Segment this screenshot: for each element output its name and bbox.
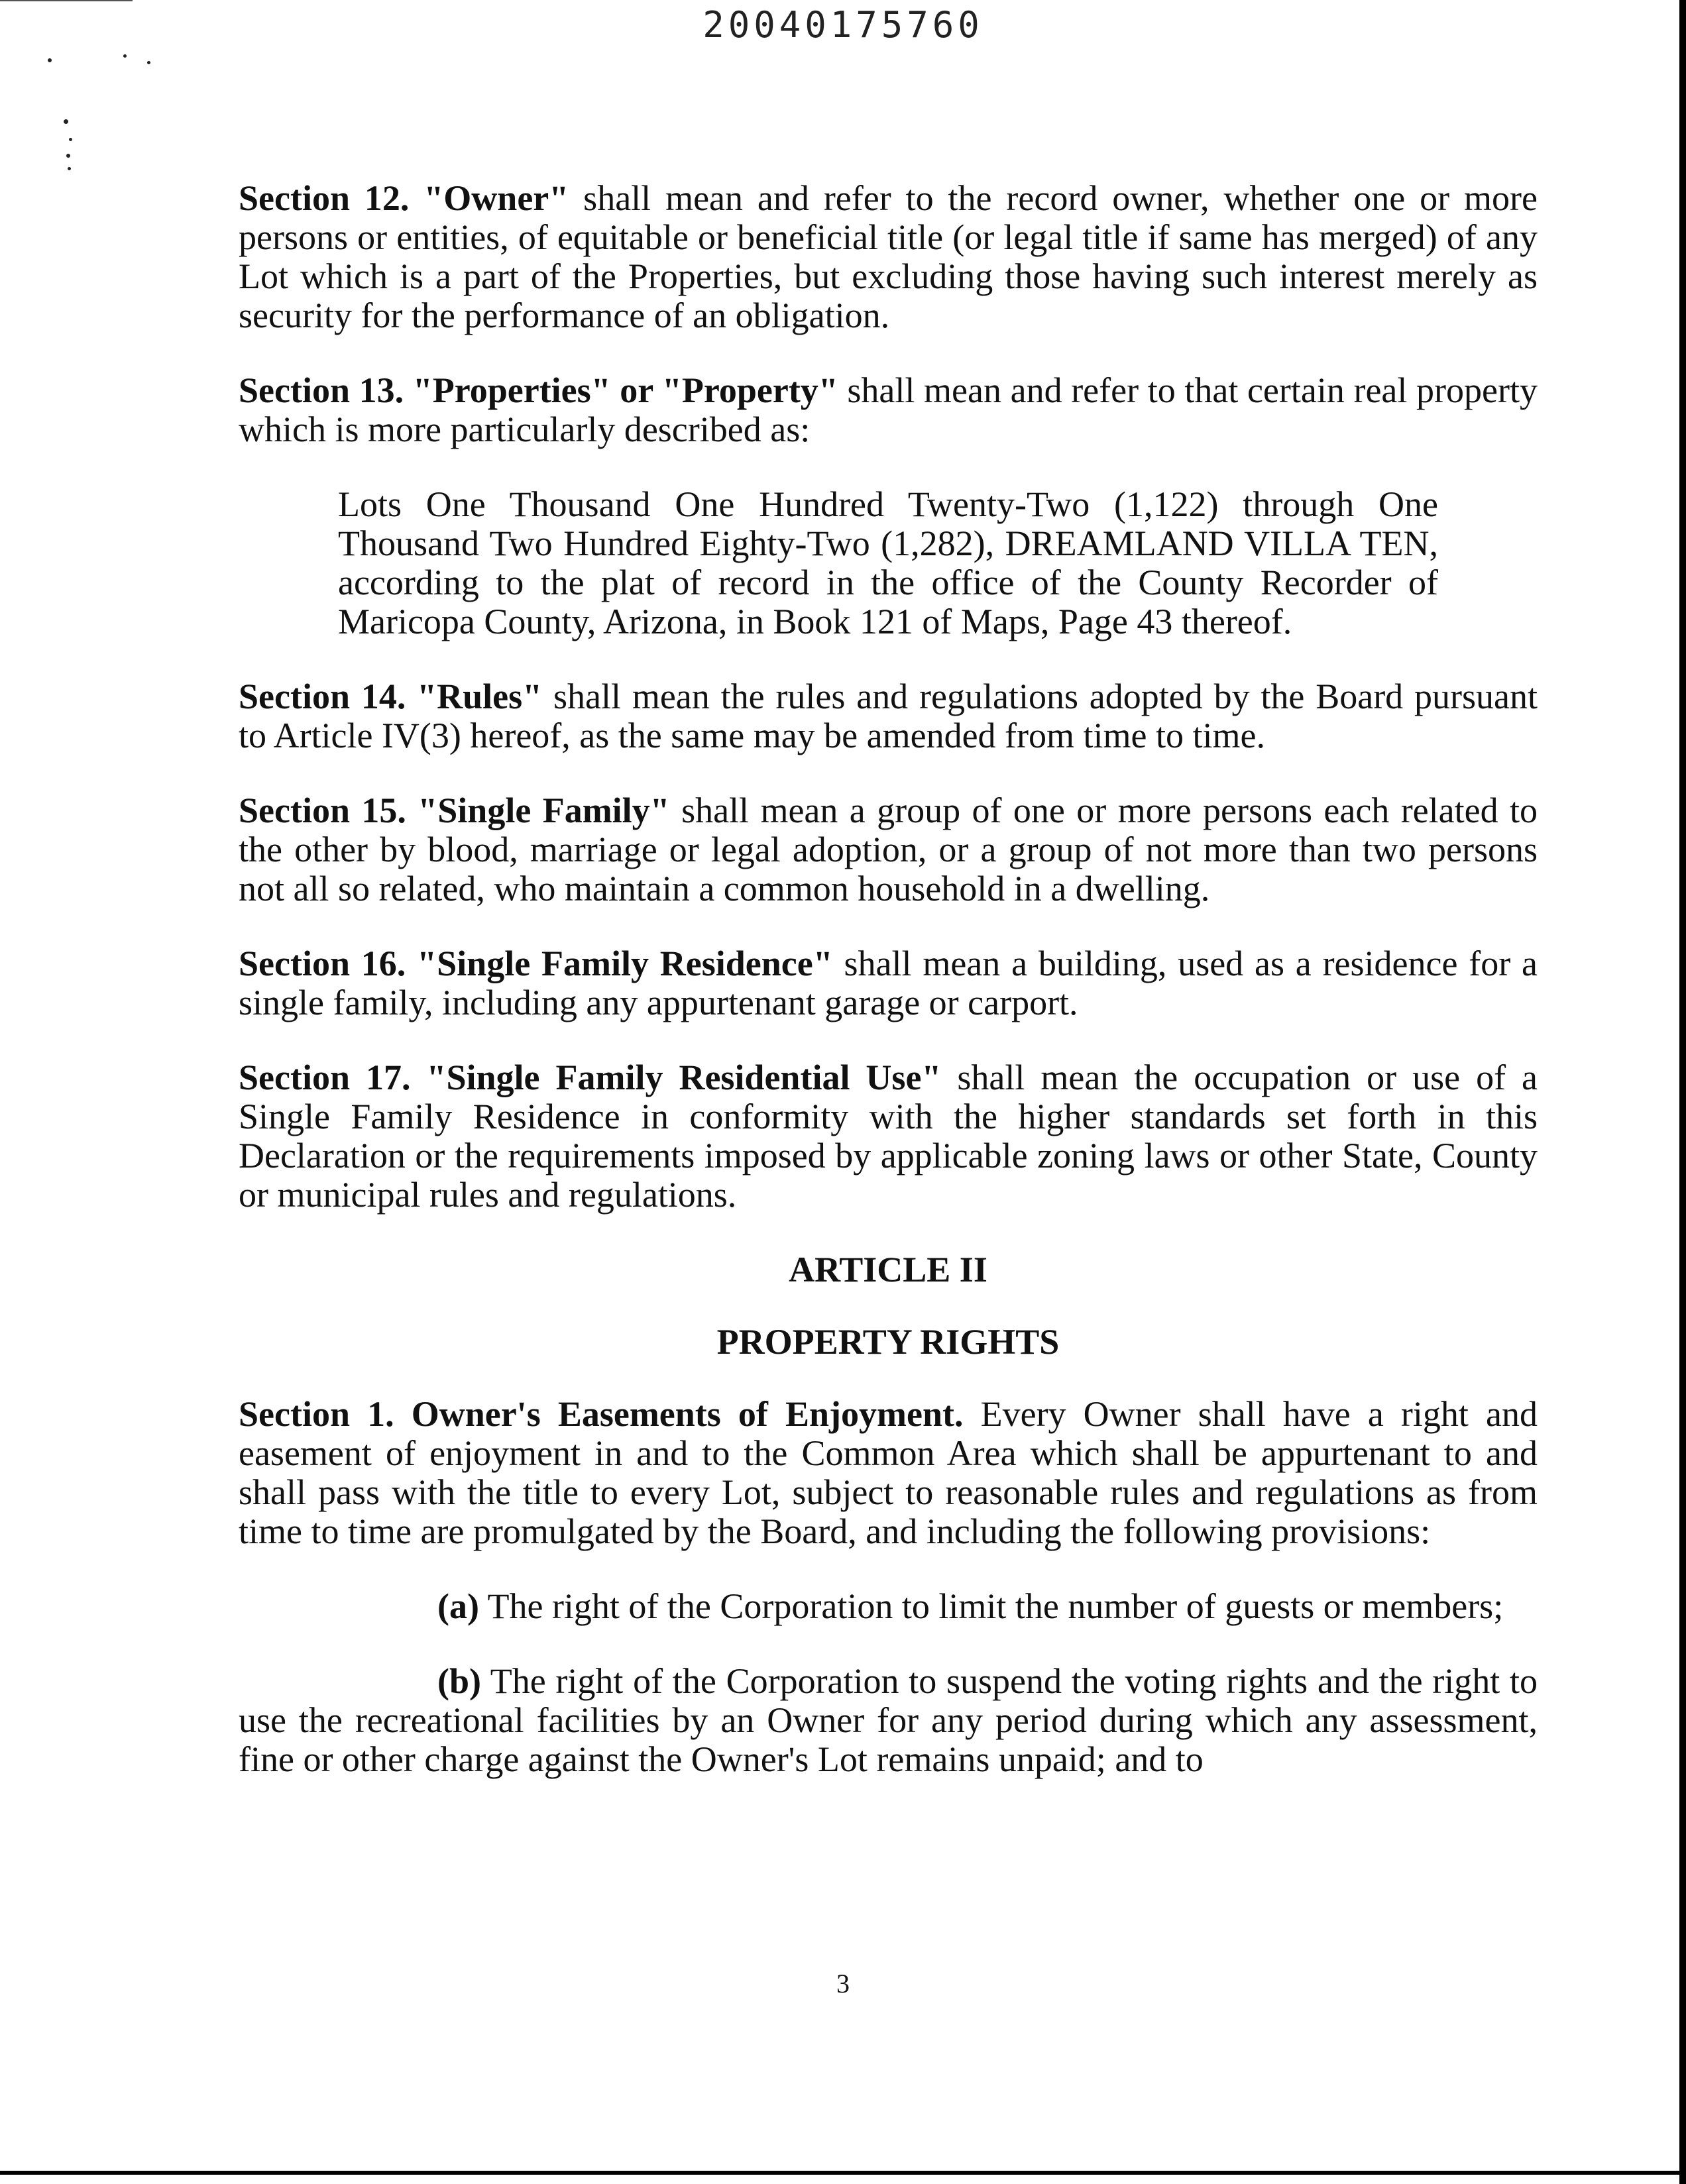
- section-16-text: shall mean a building, used as a residence for a single family, including any appurtenant garage or carport.: [239, 944, 1538, 1022]
- scan-top-rule: [0, 0, 133, 1]
- section-14-term: "Rules": [417, 677, 543, 716]
- article-title: PROPERTY RIGHTS: [716, 1322, 1060, 1362]
- scan-speck: [48, 58, 52, 62]
- article-section-1-text: Every Owner shall have a right and easement of enjoyment in and to the Common Area which shall be appurtenant to and shall pass with the title to every Lot, subject to reasonable rules and regulations as from time to time are promulgated by the Board, and including the following provisions:: [239, 1394, 1538, 1551]
- provision-b-letter: (b): [437, 1661, 481, 1701]
- section-15-label: Section 15.: [239, 791, 406, 830]
- document-number: 20040175760: [702, 4, 984, 46]
- property-description: Lots One Thousand One Hundred Twenty-Two (1,122) through One Thousand Two Hundred Eighty-Two (1,282), DREAMLAND VILLA TEN, according to the plat of record in the office of the County Recorder of Maricopa County, Arizona, in Book 121 of Maps, Page 43 thereof.: [338, 484, 1438, 641]
- section-12-text: shall mean and refer to the record owner, whether one or more persons or entities, of equitable or beneficial title (or legal title if same has merged) of any Lot which is a part of the Properties, but excluding those having such interest merely as security for the performance of an obligation.: [239, 178, 1538, 335]
- provision-a-text: The right of the Corporation to limit the number of guests or members;: [478, 1586, 1504, 1626]
- section-15: [239, 791, 1538, 908]
- provision-a-letter: (a): [437, 1586, 479, 1626]
- document-body: [239, 179, 1538, 1815]
- scan-speck: [69, 138, 72, 141]
- section-15-text: shall mean a group of one or more persons each related to the other by blood, marriage or legal adoption, or a group of not more than two persons not all so related, who maintain a common household in a dwelling.: [239, 791, 1538, 908]
- section-13-term: "Properties" or "Property": [412, 370, 838, 410]
- section-12: [239, 179, 1538, 335]
- provision-a: [239, 1587, 1538, 1626]
- article-number: ARTICLE II: [789, 1250, 987, 1289]
- section-16-label: Section 16.: [239, 944, 406, 983]
- page-number: 3: [836, 1969, 850, 1998]
- scan-bottom-rule: [0, 2171, 1686, 2175]
- section-13-text: shall mean and refer to that certain real property which is more particularly described as:: [239, 370, 1538, 449]
- section-14-label: Section 14.: [239, 677, 406, 716]
- article-section-1-term: Owner's Easements of Enjoyment.: [411, 1394, 964, 1434]
- section-14: [239, 677, 1538, 755]
- section-17-text: shall mean the occupation or use of a Single Family Residence in conformity with the higher standards set forth in this Declaration or the requirements imposed by applicable zoning laws or other State, County or municipal rules and regulations.: [239, 1058, 1538, 1215]
- section-13-label: Section 13.: [239, 370, 404, 410]
- section-17: [239, 1058, 1538, 1215]
- section-14-text: shall mean the rules and regulations adopted by the Board pursuant to Article IV(3) hereof, as the same may be amended from time to time.: [239, 677, 1538, 755]
- provision-b-text: The right of the Corporation to suspend the voting rights and the right to use the recreational facilities by an Owner for any period during which any assessment, fine or other charge against the Owner's Lot remains unpaid; and to: [239, 1661, 1538, 1779]
- scan-speck: [68, 167, 71, 170]
- scan-speck: [123, 54, 127, 58]
- section-15-term: "Single Family": [418, 791, 670, 830]
- article-section-1-label: Section 1.: [239, 1394, 394, 1434]
- section-12-label: Section 12.: [239, 178, 410, 218]
- section-17-label: Section 17.: [239, 1058, 411, 1097]
- section-16-term: "Single Family Residence": [417, 944, 833, 983]
- section-12-term: "Owner": [423, 178, 569, 218]
- article-section-1: [239, 1395, 1538, 1551]
- scan-speck: [66, 154, 70, 158]
- provision-b: [239, 1662, 1538, 1779]
- scan-speck: [147, 61, 150, 64]
- section-13: [239, 371, 1538, 449]
- scan-right-edge: [1679, 0, 1686, 2184]
- section-16: [239, 944, 1538, 1022]
- scan-speck: [64, 119, 68, 124]
- section-17-term: "Single Family Residential Use": [426, 1058, 942, 1097]
